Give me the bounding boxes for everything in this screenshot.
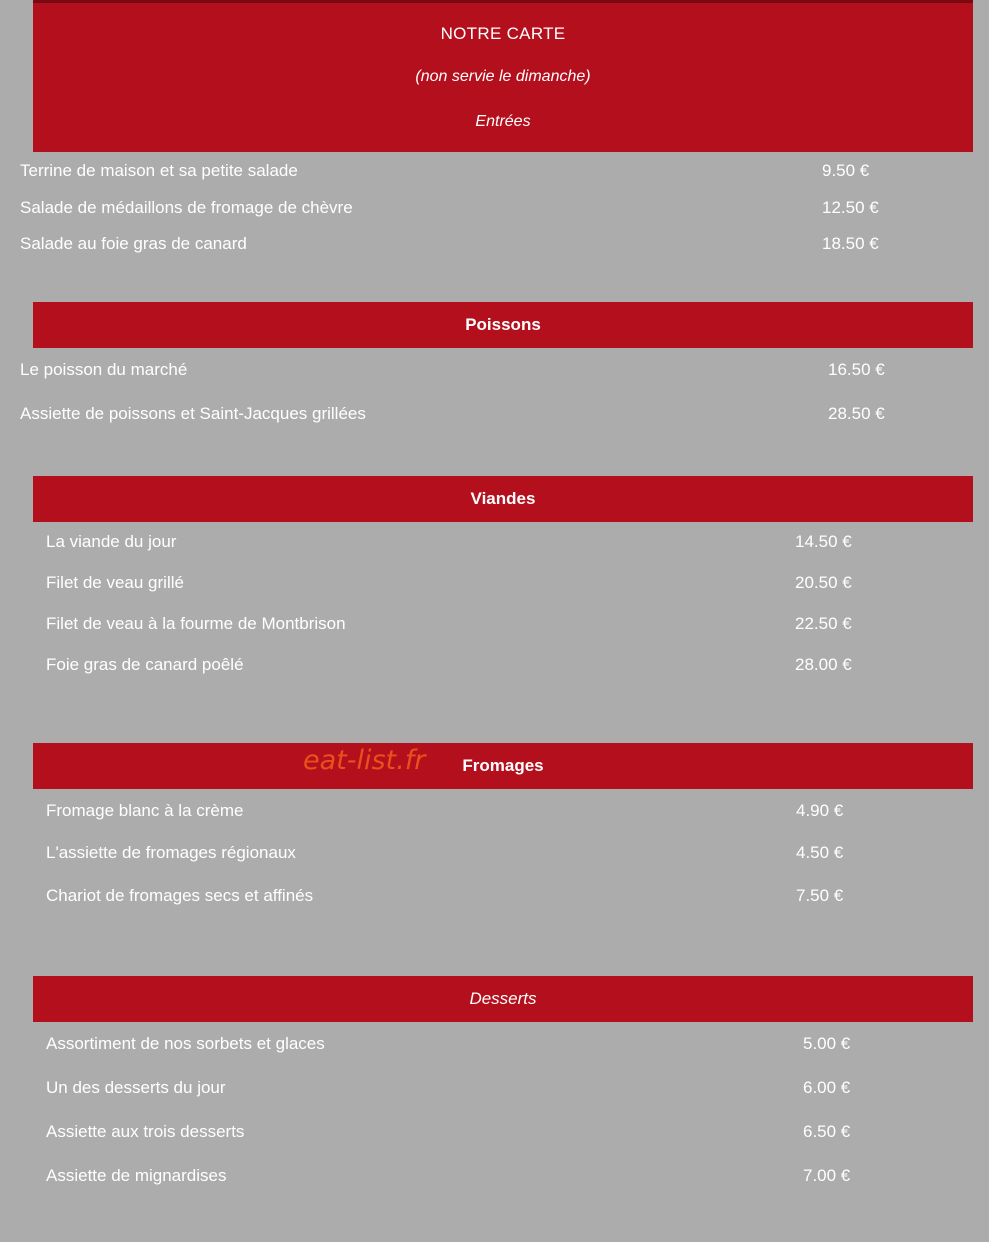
section-header-poissons (33, 302, 973, 348)
menu-item-name: Le poisson du marché (20, 360, 188, 379)
menu-subtitle: (non servie le dimanche) (415, 68, 591, 85)
section-header-viandes (33, 476, 973, 522)
menu-item-price: 14.50 € (795, 532, 852, 551)
menu-item-name: Foie gras de canard poêlé (46, 655, 244, 674)
section-title-fromages: Fromages (462, 756, 544, 775)
section-title-poissons: Poissons (465, 315, 541, 334)
menu-item-price: 16.50 € (828, 360, 885, 379)
menu-item-name: Salade de médaillons de fromage de chèvre (20, 198, 353, 217)
menu-item-name: Chariot de fromages secs et affinés (46, 886, 314, 905)
menu-item-price: 12.50 € (822, 198, 879, 217)
menu-item-price: 4.50 € (796, 843, 844, 862)
menu-item-price: 20.50 € (795, 573, 852, 592)
menu-item-price: 7.00 € (803, 1166, 851, 1185)
menu-item-price: 6.50 € (803, 1122, 851, 1141)
section-title-desserts: Desserts (469, 989, 537, 1008)
menu-item-name: Filet de veau à la fourme de Montbrison (46, 614, 346, 633)
menu-item-name: Assiette aux trois desserts (46, 1122, 245, 1141)
menu-item-name: La viande du jour (46, 532, 177, 551)
menu-item-name: Filet de veau grillé (46, 573, 184, 592)
section-title-entrees: Entrées (475, 113, 531, 130)
menu-item-name: L'assiette de fromages régionaux (46, 843, 296, 862)
menu-item-name: Assiette de mignardises (46, 1166, 227, 1185)
menu-item-price: 7.50 € (796, 886, 844, 905)
menu-item-name: Un des desserts du jour (46, 1078, 226, 1097)
section-header-fromages (33, 743, 973, 789)
menu-item-name: Assortiment de nos sorbets et glaces (46, 1034, 325, 1053)
menu-item-price: 22.50 € (795, 614, 852, 633)
section-header-desserts (33, 976, 973, 1022)
menu-item-name: Assiette de poissons et Saint-Jacques grillées (20, 404, 366, 423)
menu-item-price: 5.00 € (803, 1034, 851, 1053)
watermark: eat-list.fr (303, 745, 426, 776)
menu-item-name: Fromage blanc à la crème (46, 801, 244, 820)
menu-item-price: 28.50 € (828, 404, 885, 423)
section-title-viandes: Viandes (470, 489, 536, 508)
menu-item-price: 28.00 € (795, 655, 852, 674)
menu-item-price: 4.90 € (796, 801, 844, 820)
menu-title: NOTRE CARTE (440, 24, 566, 43)
menu-item-price: 6.00 € (803, 1078, 851, 1097)
menu-item-name: Terrine de maison et sa petite salade (20, 161, 298, 180)
menu-item-price: 18.50 € (822, 234, 879, 253)
menu-item-price: 9.50 € (822, 161, 870, 180)
menu-item-name: Salade au foie gras de canard (20, 234, 247, 253)
menu-header (33, 3, 973, 152)
